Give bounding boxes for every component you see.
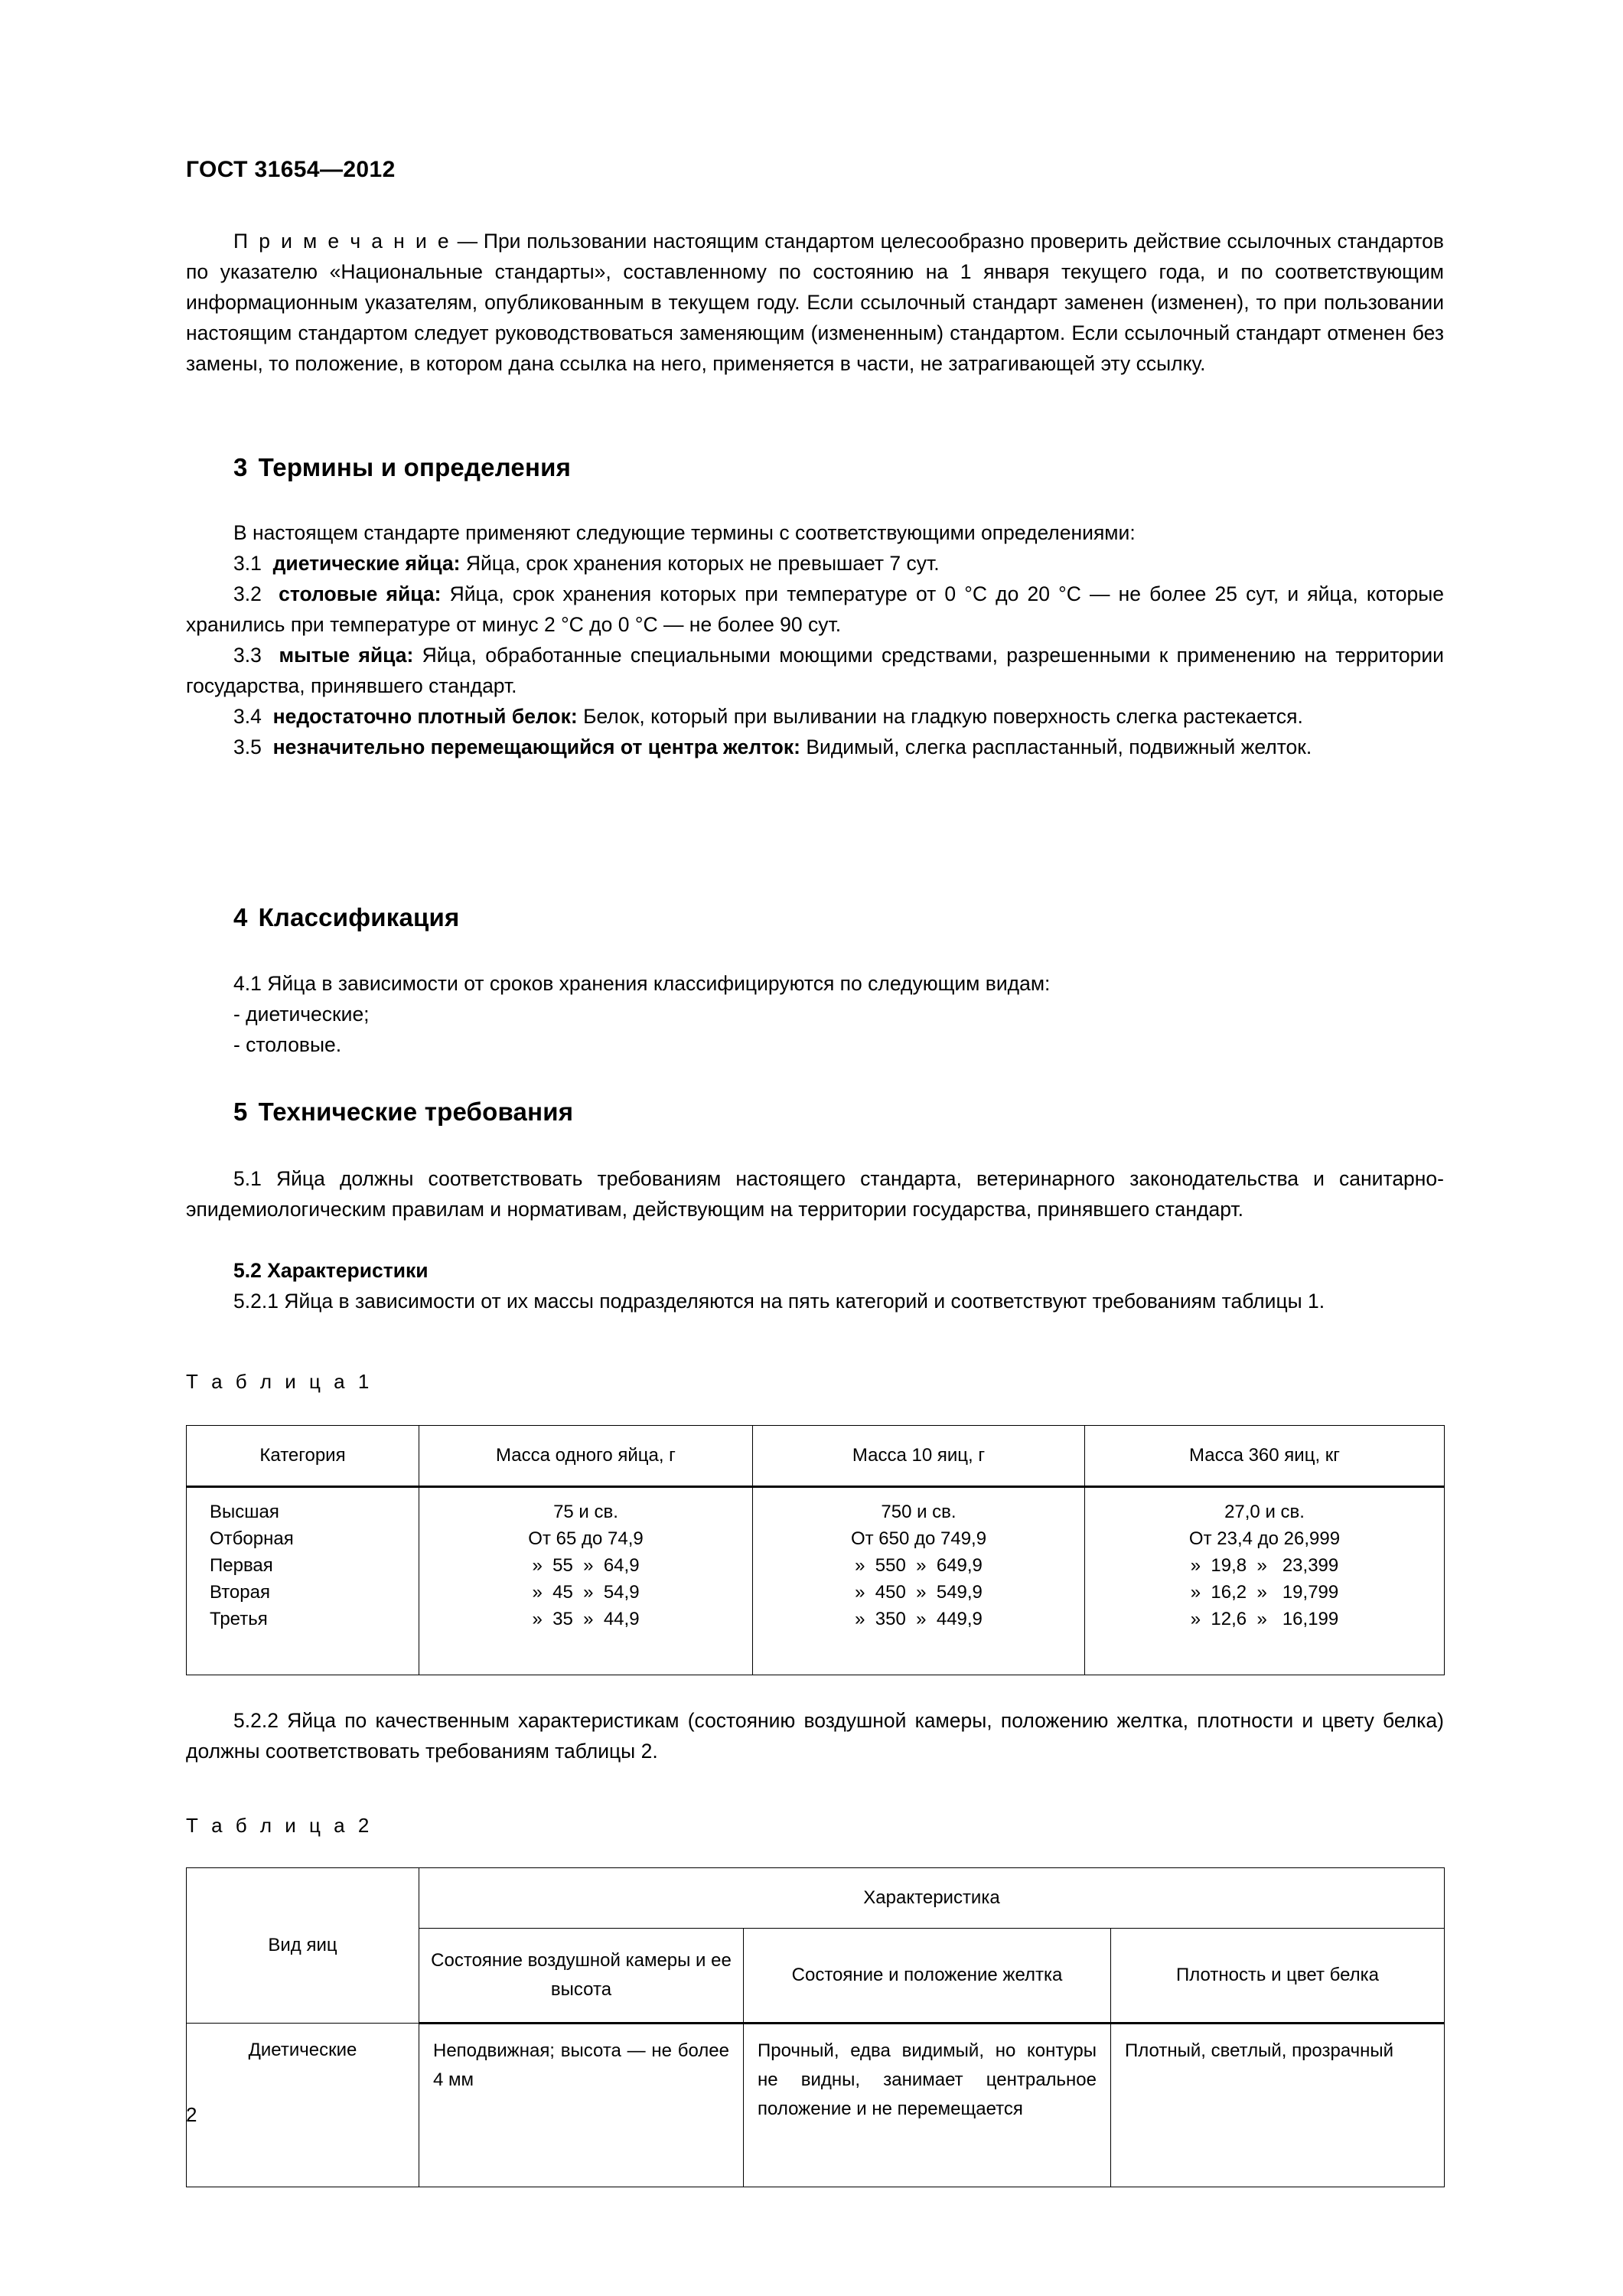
cell-value: От 650 до 749,9 [850, 1528, 987, 1549]
clause-5-2-2-wrap [186, 1705, 1444, 1766]
cell-value: » 550 » 649,9 [855, 1555, 983, 1576]
clause-5-2-2: 5.2.2 Яйца по качественным характеристикам (состоянию воздушной камеры, положению желтка, плотности и цвету белка) должны соответствовать требованиям таблицы 2. [186, 1709, 1444, 1763]
table-2-kind-cell: Диетические [187, 2024, 419, 2187]
term-number-3-1: 3.1 [233, 552, 262, 575]
table-2-air-chamber-cell: Неподвижная; высота — не более 4 мм [419, 2024, 744, 2187]
cell-value: От 65 до 74,9 [528, 1528, 644, 1549]
clause-4-1: 4.1 Яйца в зависимости от сроков хранения классифицируются по следующим видам: [233, 972, 1051, 995]
clause-5-2-heading-wrap [186, 1255, 1444, 1316]
term-3-5 [186, 732, 1444, 762]
cell-value: Третья [210, 1609, 268, 1629]
cell-value: Высшая [210, 1502, 279, 1522]
cell-value: » 45 » 54,9 [532, 1582, 640, 1603]
table-row [187, 1487, 1445, 1675]
list-item-dietetic: - диетические; [233, 1003, 370, 1026]
cell-value: 27,0 и св. [1224, 1502, 1305, 1522]
term-3-4 [186, 701, 1444, 732]
term-definition-3-3: Яйца, обработанные специальными моющими средствами, разрешенными к применению на территории государства, принявшего стандарт. [186, 644, 1444, 697]
clause-5-1: 5.1 Яйца должны соответствовать требованиям настоящего стандарта, ветеринарного законодательства и санитарно-эпидемиологическим правилам и нормативам, действующим на территории государства, принявшего стандарт. [186, 1167, 1444, 1221]
table-2-yolk-cell: Прочный, едва видимый, но контуры не видны, занимает центральное положение и не перемещается [744, 2024, 1111, 2187]
table-1-col-header-category: Категория [187, 1426, 419, 1487]
section-title-3: Термины и определения [258, 453, 572, 481]
table-1-360-eggs-cell [1085, 1487, 1445, 1675]
note-block [186, 226, 1444, 379]
clause-5-2-title: 5.2 Характеристики [233, 1259, 429, 1282]
cell-value: » 35 » 44,9 [532, 1609, 640, 1629]
table-1-col-header-ten-eggs: Масса 10 яиц, г [753, 1426, 1085, 1487]
cell-value: » 19,8 » 23,399 [1190, 1555, 1339, 1576]
term-3-1 [186, 548, 1444, 579]
table-1 [186, 1425, 1445, 1675]
page-number: 2 [186, 2103, 197, 2126]
note-text: При пользовании настоящим стандартом целесообразно проверить действие ссылочных стандартов по указателю «Национальные стандарты», составленному по состоянию на 1 января текущего года, и по соответствующим информационным указателям, опубликованным в текущем году. Если ссылочный стандарт заменен (изменен), то при пользовании настоящим стандартом следует руководствоваться заменяющим (измененным) стандартом. Если ссылочный стандарт отменен без замены, то положение, в котором дана ссылка на него, применяется в части, не затрагивающей эту ссылку. [186, 230, 1444, 375]
table-2-group-header-characteristic: Характеристика [419, 1868, 1445, 1929]
table-1-header-row [187, 1426, 1445, 1487]
term-number-3-3: 3.3 [233, 644, 262, 667]
section-5-body [186, 1163, 1444, 1225]
cell-value: 750 и св. [881, 1502, 957, 1522]
table-1-col-header-360-eggs: Масса 360 яиц, кг [1085, 1426, 1445, 1487]
term-definition-3-5: Видимый, слегка распластанный, подвижный желток. [806, 735, 1312, 758]
cell-value: От 23,4 до 26,999 [1188, 1528, 1341, 1549]
table-2-albumen-cell: Плотный, светлый, прозрачный [1111, 2024, 1445, 2187]
table-2-head [187, 1868, 1445, 2024]
table-2-col-header-kind: Вид яиц [187, 1868, 419, 2024]
note-dash: — [451, 230, 484, 253]
table-2 [186, 1867, 1445, 2187]
section-number-3: 3 [233, 453, 248, 481]
cell-value: 75 и св. [553, 1502, 618, 1522]
section-heading-3 [233, 453, 571, 482]
section-number-4: 4 [233, 903, 248, 931]
table-1-category-cell [187, 1487, 419, 1675]
cell-value: » 55 » 64,9 [532, 1555, 640, 1576]
table-1-body [187, 1487, 1445, 1675]
clause-5-2-1: 5.2.1 Яйца в зависимости от их массы подразделяются на пять категорий и соответствуют требованиям таблицы 1. [233, 1290, 1325, 1313]
cell-value: Первая [210, 1555, 273, 1576]
cell-value: Отборная [210, 1528, 294, 1549]
table-2-caption: Т а б л и ц а 2 [186, 1814, 373, 1837]
table-row [187, 2024, 1445, 2187]
table-1-caption: Т а б л и ц а 1 [186, 1370, 373, 1393]
term-definition-3-2: Яйца, срок хранения которых при температуре от 0 °С до 20 °С — не более 25 сут, и яйца, которые хранились при температуре от минус 2 °С до 0 °С — не более 90 сут. [186, 582, 1444, 636]
term-number-3-2: 3.2 [233, 582, 262, 605]
section-4-body [186, 968, 1444, 1060]
section-3-body [186, 517, 1444, 762]
cell-value: » 350 » 449,9 [855, 1609, 983, 1629]
table-2-col-header-air-chamber: Состояние воздушной камеры и ее высота [419, 1929, 744, 2024]
term-definition-3-1: Яйца, срок хранения которых не превышает 7 сут. [465, 552, 940, 575]
cell-value: Вторая [210, 1582, 270, 1603]
table-1-ten-eggs-cell [753, 1487, 1085, 1675]
term-number-3-5: 3.5 [233, 735, 262, 758]
term-name-3-3: мытые яйца: [279, 644, 414, 667]
term-name-3-5: незначительно перемещающийся от центра желток: [272, 735, 800, 758]
table-1-one-egg-cell [419, 1487, 753, 1675]
running-head: ГОСТ 31654—2012 [186, 157, 396, 182]
note-paragraph [186, 226, 1444, 379]
note-label: П р и м е ч а н и е [233, 230, 451, 253]
section-heading-4 [233, 903, 459, 932]
section-heading-5 [233, 1097, 573, 1127]
term-definition-3-4: Белок, который при выливании на гладкую поверхность слегка растекается. [583, 705, 1303, 728]
section-title-5: Технические требования [258, 1097, 574, 1126]
term-number-3-4: 3.4 [233, 705, 262, 728]
section-number-5: 5 [233, 1097, 248, 1126]
cell-value: » 450 » 549,9 [855, 1582, 983, 1603]
term-3-2 [186, 579, 1444, 640]
cell-value: » 12,6 » 16,199 [1190, 1609, 1339, 1629]
cell-value: » 16,2 » 19,799 [1190, 1582, 1339, 1603]
table-2-col-header-yolk: Состояние и положение желтка [744, 1929, 1111, 2024]
table-2-col-header-albumen: Плотность и цвет белка [1111, 1929, 1445, 2024]
table-2-body [187, 2024, 1445, 2187]
term-name-3-1: диетические яйца: [272, 552, 461, 575]
section-3-intro: В настоящем стандарте применяют следующие термины с соответствующими определениями: [233, 521, 1136, 544]
table-1-head [187, 1426, 1445, 1487]
list-item-table: - столовые. [233, 1033, 342, 1056]
term-name-3-4: недостаточно плотный белок: [272, 705, 578, 728]
term-3-3 [186, 640, 1444, 701]
table-1-col-header-one-egg: Масса одного яйца, г [419, 1426, 753, 1487]
table-2-header-row-1 [187, 1868, 1445, 1929]
section-title-4: Классификация [258, 903, 460, 931]
term-name-3-2: столовые яйца: [279, 582, 442, 605]
